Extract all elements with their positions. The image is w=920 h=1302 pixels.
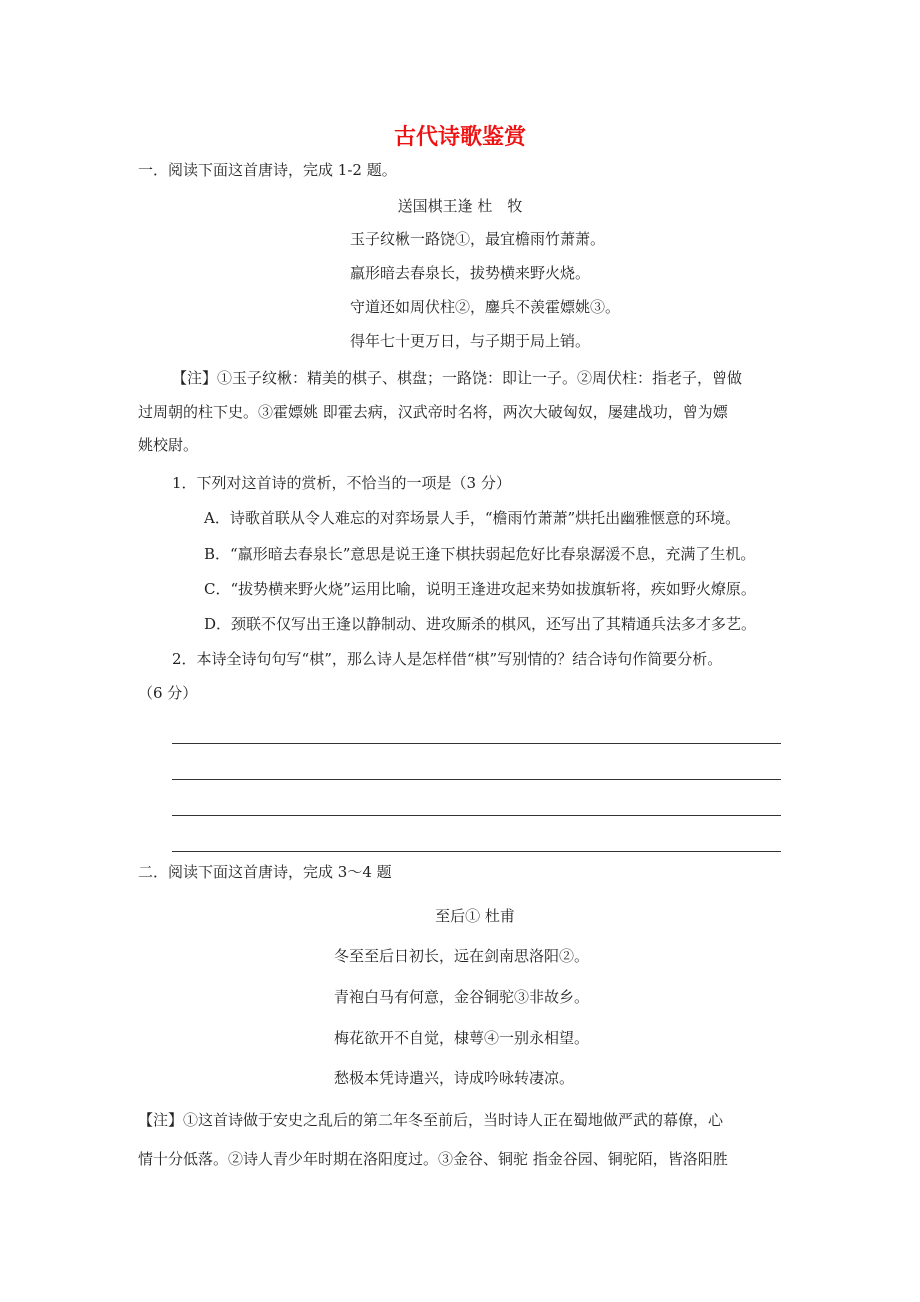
poem1-line: 玉子纹楸一路饶①，最宜檐雨竹萧萧。 — [350, 230, 606, 248]
poem2-note-line: 情十分低落。②诗人青少年时期在洛阳度过。③金谷、铜驼 指金谷园、铜驼陌，皆洛阳胜 — [138, 1150, 728, 1168]
question1-option-d: D．颈联不仅写出王逢以静制动、进攻厮杀的棋风，还写出了其精通兵法多才多艺。 — [204, 615, 757, 633]
poem1-line: 得年七十更万日，与子期于局上销。 — [350, 332, 591, 350]
poem2-line: 梅花欲开不自觉，棣萼④一别永相望。 — [334, 1029, 590, 1047]
answer-line[interactable] — [172, 815, 781, 816]
poem2-line: 冬至至后日初长，远在剑南思洛阳②。 — [334, 947, 590, 965]
poem2-note-line: 【注】①这首诗做于安史之乱后的第二年冬至前后，当时诗人正在蜀地做严武的幕僚，心 — [138, 1111, 724, 1129]
question2-score: （6 分） — [138, 684, 198, 702]
poem2-line: 愁极本凭诗遣兴，诗成吟咏转凄凉。 — [334, 1069, 575, 1087]
poem2-title: 至后① 杜甫 — [435, 907, 515, 925]
answer-line[interactable] — [172, 851, 781, 852]
poem2-line: 青袍白马有何意，金谷铜驼③非故乡。 — [334, 988, 590, 1006]
poem1-note-line: 【注】①玉子纹楸：精美的棋子、棋盘；一路饶：即让一子。②周伏柱：指老子，曾做 — [172, 369, 743, 387]
answer-line[interactable] — [172, 779, 781, 780]
question1-option-a: A．诗歌首联从令人难忘的对弈场景人手，“檐雨竹萧萧”烘托出幽雅惬意的环境。 — [204, 509, 741, 527]
section2-heading: 二．阅读下面这首唐诗，完成 3～4 题 — [138, 863, 392, 881]
question1-stem: 1．下列对这首诗的赏析，不恰当的一项是（3 分） — [172, 474, 511, 492]
question2-stem: 2．本诗全诗句句写“棋”，那么诗人是怎样借“棋”写别情的？结合诗句作简要分析。 — [172, 650, 723, 668]
answer-line[interactable] — [172, 743, 781, 744]
section1-heading: 一．阅读下面这首唐诗，完成 1-2 题。 — [138, 161, 397, 179]
question1-option-c: C．“拔势横来野火烧”运用比喻，说明王逢进攻起来势如拔旗斩将，疾如野火燎原。 — [204, 580, 756, 598]
question1-option-b: B．“羸形暗去春泉长”意思是说王逢下棋扶弱起危好比春泉潺湲不息，充满了生机。 — [204, 545, 756, 563]
poem1-note-line: 过周朝的柱下史。③霍嫖姚 即霍去病，汉武帝时名将，两次大破匈奴，屡建战功，曾为嫖 — [138, 403, 728, 421]
page-title: 古代诗歌鉴赏 — [393, 125, 526, 150]
poem1-line: 羸形暗去春泉长，拔势横来野火烧。 — [350, 264, 591, 282]
poem1-note-line: 姚校尉。 — [138, 436, 199, 454]
poem1-line: 守道还如周伏柱②，鏖兵不羡霍嫖姚③。 — [350, 298, 621, 316]
poem1-title: 送国棋王逢 杜 牧 — [397, 197, 523, 215]
